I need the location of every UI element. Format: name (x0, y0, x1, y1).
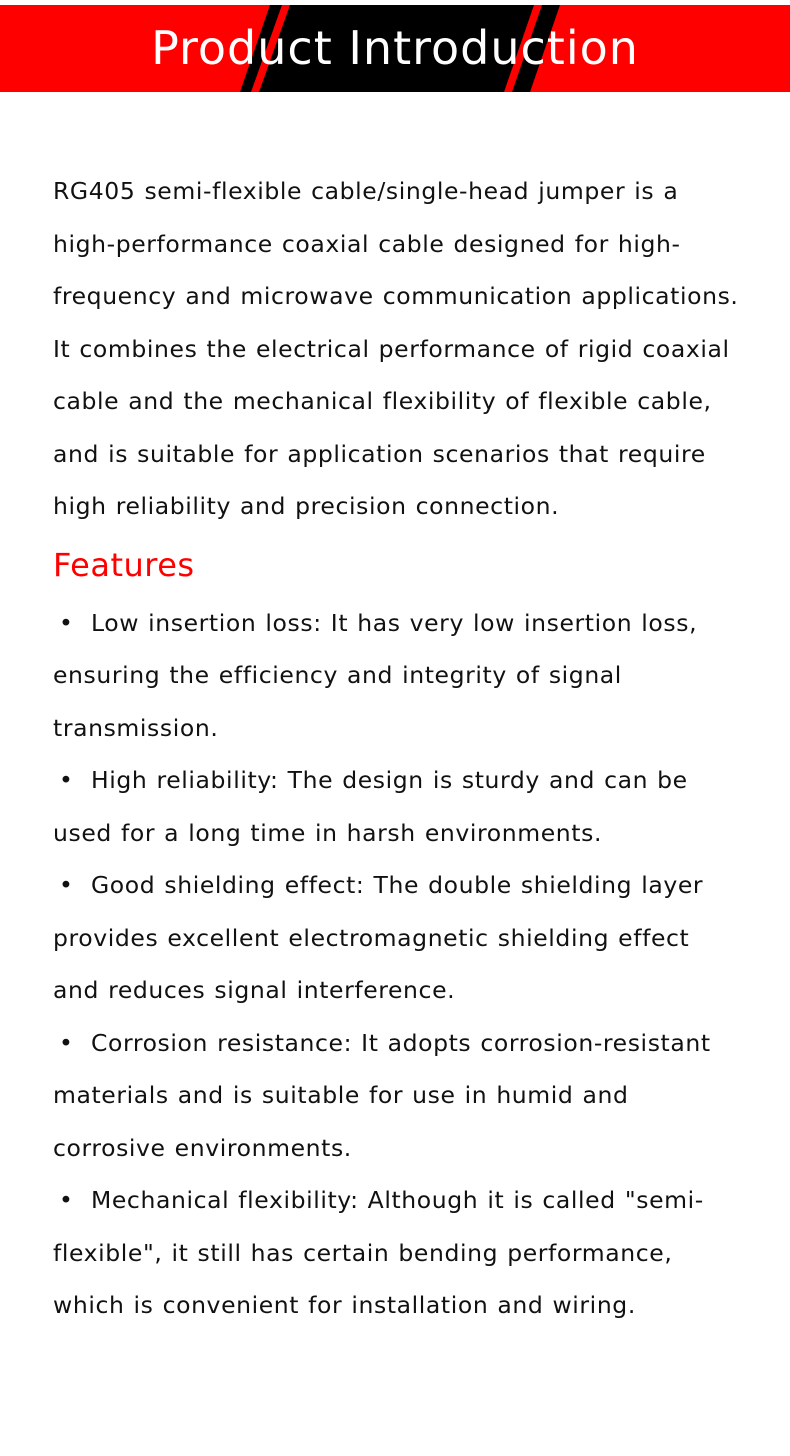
features-list (53, 597, 743, 1332)
feature-text: Low insertion loss: It has very low insertion loss, ensuring the efficiency and integrity of signal transmission. (53, 608, 698, 742)
feature-text: Corrosion resistance: It adopts corrosion-resistant materials and is suitable for use in humid and corrosive environments. (53, 1028, 711, 1162)
bullet-icon: • (59, 1028, 74, 1057)
main-content (53, 165, 743, 1332)
feature-text: Mechanical flexibility: Although it is called "semi-flexible", it still has certain bending performance, which is convenient for installation and wiring. (53, 1186, 704, 1319)
intro-paragraph: RG405 semi-flexible cable/single-head jumper is a high-performance coaxial cable designed for high-frequency and microwave communication applications. It combines the electrical performance of rigid coaxial cable and the mechanical flexibility of flexible cable, and is suitable for application scenarios that require high reliability and precision connection. (53, 177, 739, 520)
header-banner (0, 5, 790, 92)
bullet-icon: • (59, 871, 74, 899)
feature-text: Good shielding effect: The double shielding layer provides excellent electromagnetic shielding effect and reduces signal interference. (53, 871, 704, 1004)
page-title: Product Introduction (151, 21, 639, 75)
bullet-icon: • (59, 1186, 74, 1214)
feature-item (53, 597, 743, 755)
feature-item (53, 1174, 743, 1332)
feature-text: High reliability: The design is sturdy and can be used for a long time in harsh environments. (53, 766, 688, 847)
features-heading: Features (53, 545, 195, 584)
bullet-icon: • (59, 766, 74, 794)
feature-item (53, 1017, 743, 1175)
feature-item (53, 859, 743, 1017)
feature-item (53, 754, 743, 859)
bullet-icon: • (59, 608, 74, 637)
